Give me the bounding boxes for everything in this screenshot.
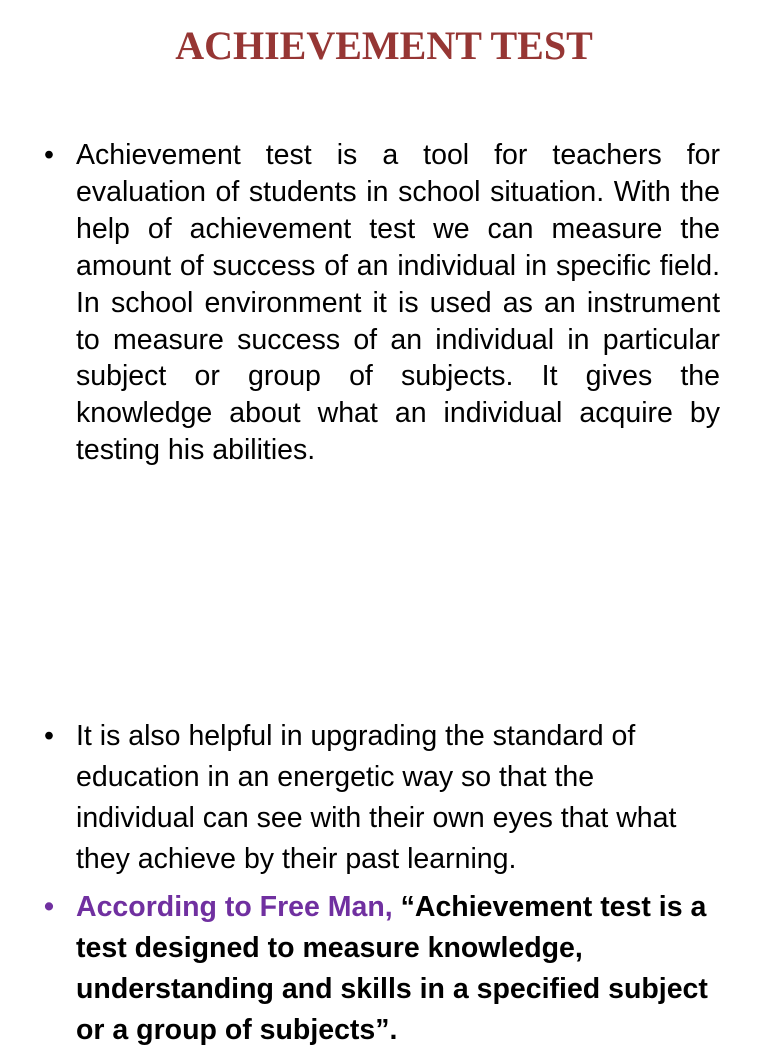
quote-attribution: According to Free Man, [76,891,401,923]
bullet-marker: • [44,139,54,171]
bullet-marker: • [44,891,54,923]
bullet-marker: • [44,720,54,752]
bullet-text [76,887,720,1051]
slide-title: ACHIEVEMENT TEST [175,23,593,68]
bullet-item-quote [44,887,720,1051]
bullet-item-benefit [44,716,720,880]
bullet-text: Achievement test is a tool for teachers for evaluation of students in school situation. With the help of achievement test we can measure the amount of success of an individual in specific field. In school environment it is used as an instrument to measure success of an individual in particular subject or group of subjects. It gives the knowledge about what an individual acquire by testing his abilities. [76,139,720,467]
bullet-item-definition [44,137,720,469]
quote-text: “Achievement test is a test designed to measure knowledge, understanding and skills in a specified subject or a group of subjects”. [76,891,708,1046]
bullet-text: It is also helpful in upgrading the standard of education in an energetic way so that the individual can see with their own eyes that what they achieve by their past learning. [76,720,677,875]
